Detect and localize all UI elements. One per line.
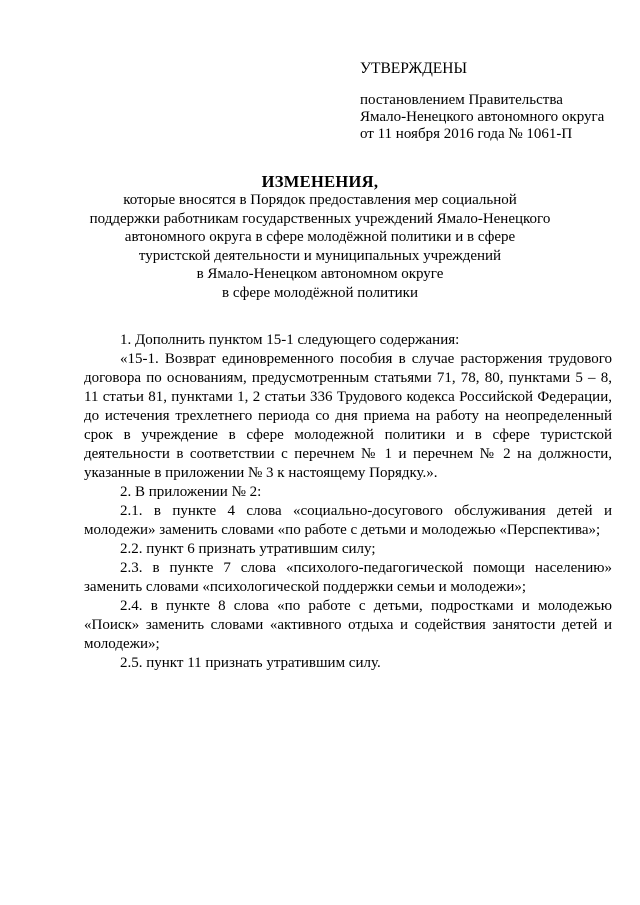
approval-line-date: от 11 ноября 2016 года № 1061-П xyxy=(360,126,573,142)
document-title: ИЗМЕНЕНИЯ, xyxy=(261,172,379,191)
approval-stamp: УТВЕРЖДЕНЫ xyxy=(360,60,467,77)
paragraph-item-1: 1. Дополнить пунктом 15-1 следующего содержания: xyxy=(120,332,460,348)
paragraph-item-2-1: 2.1. в пункте 4 слова «социально-досугового обслуживания детей и молодежи» заменить словами «по работе с детьми и молодежью «Перспектива»; xyxy=(84,503,612,538)
paragraph-item-2: 2. В приложении № 2: xyxy=(120,484,262,500)
subtitle-line: поддержки работникам государственных учреждений Ямало-Ненецкого xyxy=(89,210,551,227)
subtitle-line: в сфере молодёжной политики xyxy=(221,284,418,301)
paragraph-item-2-2: 2.2. пункт 6 признать утратившим силу; xyxy=(120,541,376,557)
subtitle-line: которые вносятся в Порядок предоставления мер социальной xyxy=(123,192,517,208)
approval-block xyxy=(360,60,604,143)
approval-line-region: Ямало-Ненецкого автономного округа xyxy=(360,109,605,125)
document-body xyxy=(84,331,612,673)
approval-line-resolution: постановлением Правительства xyxy=(360,92,563,108)
paragraph-item-2-4: 2.4. в пункте 8 слова «по работе с детьми, подростками и молодежью «Поиск» заменить словами «активного отдыха и содействия занятости детей и молодежи»; xyxy=(84,598,612,652)
subtitle-line: туристской деятельности и муниципальных учреждений xyxy=(138,247,502,264)
subtitle-line: в Ямало-Ненецком автономном округе xyxy=(196,266,444,283)
paragraph-item-2-3: 2.3. в пункте 7 слова «психолого-педагогической помощи населению» заменить словами «психологической поддержки семьи и молодежи»; xyxy=(84,560,612,595)
paragraph-item-2-5: 2.5. пункт 11 признать утратившим силу. xyxy=(120,655,381,671)
subtitle-line: автономного округа в сфере молодёжной политики и в сфере xyxy=(124,229,516,246)
paragraph-item-15-1: «15-1. Возврат единовременного пособия в случае расторжения трудового договора по основаниям, предусмотренным статьями 71, 78, 80, пунктами 5 – 8, 11 статьи 81, пунктами 1, 2 статьи 336 Трудового кодекса Российской Федерации, до истечения трехлетнего периода со дня приема на работу на неопределенный срок в учреждение в сфере молодежной политики и в сфере туристской деятельности в соответствии с перечнем № 1 и перечнем № 2 на должности, указанные в приложении № 3 к настоящему Порядку.». xyxy=(84,351,612,481)
document-subtitle xyxy=(60,191,580,303)
